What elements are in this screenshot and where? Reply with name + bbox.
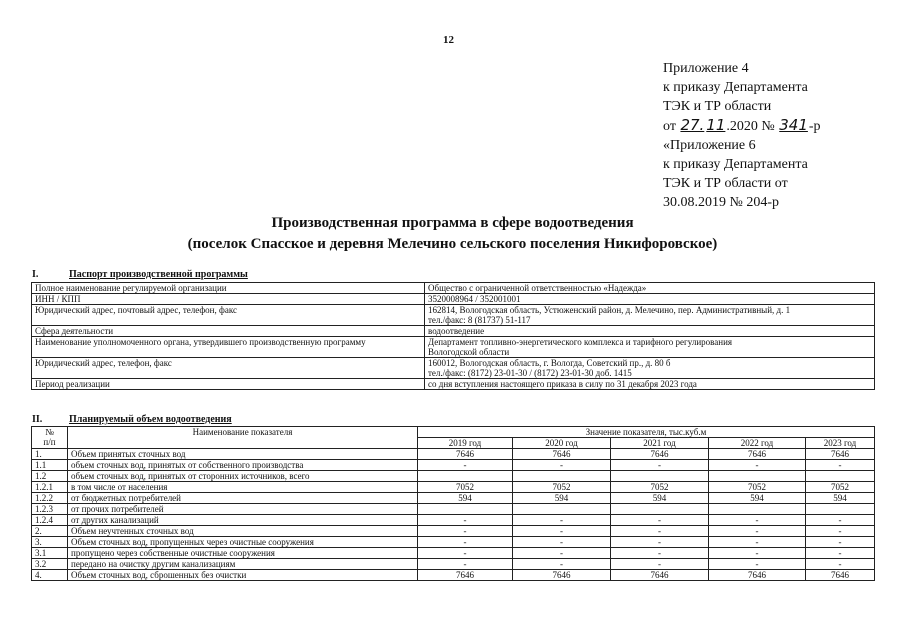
- volume-table: [31, 426, 875, 581]
- table-row: [32, 294, 875, 305]
- row-value: -: [418, 460, 513, 471]
- table-row: [32, 460, 875, 471]
- row-value: -: [418, 559, 513, 570]
- row-value: -: [513, 526, 611, 537]
- title-line-1: Производственная программа в сфере водоотведения: [271, 215, 634, 231]
- column-header-values: Значение показателя, тыс.куб.м: [418, 427, 875, 438]
- row-number: 1.2: [32, 471, 68, 482]
- table-row: [32, 537, 875, 548]
- row-value: 7646: [611, 570, 709, 581]
- appendix-line: 30.08.2019 № 204-р: [663, 194, 780, 210]
- row-value: 7052: [513, 482, 611, 493]
- row-value: 7646: [513, 570, 611, 581]
- row-value: 594: [418, 493, 513, 504]
- year-header: 2019 год: [418, 438, 513, 449]
- row-value: 7646: [611, 449, 709, 460]
- appendix-line: ТЭК и ТР области: [663, 98, 772, 114]
- row-value: 594: [611, 493, 709, 504]
- section-number: I.: [32, 269, 39, 280]
- table-row: [32, 358, 875, 379]
- row-indicator-name: от прочих потребителей: [68, 504, 418, 515]
- year-header: 2020 год: [513, 438, 611, 449]
- handwritten-month: 11: [706, 116, 726, 135]
- passport-value-line: водоотведение: [428, 326, 485, 336]
- row-value: 7646: [806, 449, 875, 460]
- row-value: -: [806, 460, 875, 471]
- passport-label: Наименование уполномоченного органа, утвердившего производственную программу: [32, 337, 425, 358]
- appendix-block: [663, 60, 821, 212]
- passport-value-line: со дня вступления настоящего приказа в силу по 31 декабря 2023 года: [428, 379, 697, 389]
- row-number: 1.2.3: [32, 504, 68, 515]
- row-value: -: [709, 460, 806, 471]
- year-header: 2023 год: [806, 438, 875, 449]
- row-value: 7646: [418, 570, 513, 581]
- table-header-row: [32, 427, 875, 438]
- row-indicator-name: пропущено через собственные очистные сооружения: [68, 548, 418, 559]
- table-row: [32, 559, 875, 570]
- handwritten-number: 341: [779, 116, 808, 135]
- row-value: [418, 471, 513, 482]
- passport-value: [425, 358, 875, 379]
- passport-value-line: Вологодской области: [428, 347, 510, 357]
- row-value: -: [611, 548, 709, 559]
- date-year: .2020 №: [726, 119, 775, 135]
- row-value: -: [611, 515, 709, 526]
- table-row: [32, 326, 875, 337]
- page-number: 12: [443, 34, 454, 46]
- appendix-date-line: [663, 116, 821, 137]
- row-indicator-name: Объем неучтенных сточных вод: [68, 526, 418, 537]
- appendix-line: «Приложение 6: [663, 138, 756, 154]
- table-row: [32, 504, 875, 515]
- handwritten-day: 27.: [680, 116, 705, 135]
- row-value: [806, 471, 875, 482]
- row-number: 1.: [32, 449, 68, 460]
- column-header-number: [32, 427, 68, 449]
- title-line-2: (поселок Спасское и деревня Мелечино сельского поселения Никифоровское): [187, 236, 718, 252]
- row-value: -: [513, 460, 611, 471]
- row-indicator-name: передано на очистку другим канализациям: [68, 559, 418, 570]
- passport-label: Период реализации: [32, 379, 425, 390]
- section-number: II.: [32, 414, 43, 425]
- row-value: -: [709, 559, 806, 570]
- section-heading: Паспорт производственной программы: [69, 269, 248, 280]
- table-row: [32, 337, 875, 358]
- row-number: 3.: [32, 537, 68, 548]
- row-value: 7646: [418, 449, 513, 460]
- table-row: [32, 548, 875, 559]
- row-value: 7052: [709, 482, 806, 493]
- passport-value: [425, 294, 875, 305]
- row-indicator-name: объем сточных вод, принятых от собственного производства: [68, 460, 418, 471]
- row-indicator-name: Объем сточных вод, сброшенных без очистки: [68, 570, 418, 581]
- section-heading: Планируемый объем водоотведения: [69, 414, 232, 425]
- appendix-line: ТЭК и ТР области от: [663, 175, 788, 191]
- passport-value: [425, 379, 875, 390]
- row-value: 7052: [806, 482, 875, 493]
- row-value: -: [806, 548, 875, 559]
- table-row: [32, 493, 875, 504]
- row-value: [709, 471, 806, 482]
- row-value: 594: [709, 493, 806, 504]
- table-row: [32, 379, 875, 390]
- row-indicator-name: Объем принятых сточных вод: [68, 449, 418, 460]
- passport-value-line: 160012, Вологодская область, г. Вологда, Советский пр., д. 80 б: [428, 358, 671, 368]
- row-value: 7052: [418, 482, 513, 493]
- passport-label: Полное наименование регулируемой организации: [32, 283, 425, 294]
- row-indicator-name: от других канализаций: [68, 515, 418, 526]
- table-row: [32, 526, 875, 537]
- row-value: -: [513, 515, 611, 526]
- date-prefix: от: [663, 119, 676, 135]
- row-number: 1.1: [32, 460, 68, 471]
- passport-value: [425, 283, 875, 294]
- passport-value: [425, 305, 875, 326]
- row-value: -: [611, 537, 709, 548]
- row-number: 1.2.1: [32, 482, 68, 493]
- row-value: -: [709, 548, 806, 559]
- table-row: [32, 283, 875, 294]
- row-value: 594: [806, 493, 875, 504]
- row-value: -: [806, 526, 875, 537]
- appendix-line: к приказу Департамента: [663, 156, 808, 172]
- header-num-label: №: [45, 427, 54, 437]
- row-value: [418, 504, 513, 515]
- row-value: -: [513, 548, 611, 559]
- row-value: [709, 504, 806, 515]
- passport-label: Юридический адрес, почтовый адрес, телефон, факс: [32, 305, 425, 326]
- table-row: [32, 570, 875, 581]
- table-row: [32, 471, 875, 482]
- passport-label: Юридический адрес, телефон, факс: [32, 358, 425, 379]
- passport-table: [31, 282, 875, 390]
- row-value: -: [418, 515, 513, 526]
- row-value: -: [709, 515, 806, 526]
- row-value: -: [418, 526, 513, 537]
- row-value: -: [709, 526, 806, 537]
- row-value: [611, 471, 709, 482]
- section-1-title: [32, 269, 248, 280]
- passport-value: [425, 326, 875, 337]
- row-indicator-name: Объем сточных вод, пропущенных через очистные сооружения: [68, 537, 418, 548]
- row-value: -: [806, 515, 875, 526]
- row-value: [513, 504, 611, 515]
- row-value: -: [806, 559, 875, 570]
- year-header: 2021 год: [611, 438, 709, 449]
- passport-label: Сфера деятельности: [32, 326, 425, 337]
- table-row: [32, 449, 875, 460]
- year-header: 2022 год: [709, 438, 806, 449]
- row-number: 3.2: [32, 559, 68, 570]
- header-num-sub: п/п: [43, 437, 56, 447]
- row-indicator-name: от бюджетных потребителей: [68, 493, 418, 504]
- row-value: -: [806, 537, 875, 548]
- row-value: [806, 504, 875, 515]
- appendix-line: к приказу Департамента: [663, 79, 808, 95]
- row-indicator-name: в том числе от населения: [68, 482, 418, 493]
- document-title: [0, 213, 905, 255]
- row-number: 2.: [32, 526, 68, 537]
- table-row: [32, 305, 875, 326]
- passport-value-line: тел./факс: 8 (81737) 51-117: [428, 315, 531, 325]
- passport-value-line: 162814, Вологодская область, Устюженский район, д. Мелечино, пер. Административный, д. 1: [428, 305, 791, 315]
- passport-value: [425, 337, 875, 358]
- row-value: -: [513, 559, 611, 570]
- row-value: -: [611, 526, 709, 537]
- row-value: [513, 471, 611, 482]
- column-header-name: Наименование показателя: [68, 427, 418, 449]
- passport-value-line: Общество с ограниченной ответственностью «Надежда»: [428, 283, 647, 293]
- passport-value-line: Департамент топливно-энергетического комплекса и тарифного регулирования: [428, 337, 733, 347]
- section-2-title: [32, 414, 232, 425]
- row-value: -: [513, 537, 611, 548]
- row-indicator-name: объем сточных вод, принятых от сторонних источников, всего: [68, 471, 418, 482]
- row-value: 7052: [611, 482, 709, 493]
- row-number: 1.2.2: [32, 493, 68, 504]
- row-value: 7646: [513, 449, 611, 460]
- passport-value-line: тел./факс: (8172) 23-01-30 / (8172) 23-01-30 доб. 1415: [428, 368, 632, 378]
- row-value: -: [418, 548, 513, 559]
- row-value: 7646: [709, 449, 806, 460]
- row-value: 7646: [709, 570, 806, 581]
- row-value: -: [418, 537, 513, 548]
- passport-value-line: 3520008964 / 352001001: [428, 294, 521, 304]
- appendix-line: Приложение 4: [663, 61, 749, 76]
- row-value: 594: [513, 493, 611, 504]
- row-number: 3.1: [32, 548, 68, 559]
- number-suffix: -р: [808, 119, 821, 135]
- row-value: 7646: [806, 570, 875, 581]
- row-value: -: [709, 537, 806, 548]
- row-value: -: [611, 559, 709, 570]
- row-number: 4.: [32, 570, 68, 581]
- row-value: -: [611, 460, 709, 471]
- row-number: 1.2.4: [32, 515, 68, 526]
- table-row: [32, 515, 875, 526]
- passport-label: ИНН / КПП: [32, 294, 425, 305]
- table-row: [32, 482, 875, 493]
- row-value: [611, 504, 709, 515]
